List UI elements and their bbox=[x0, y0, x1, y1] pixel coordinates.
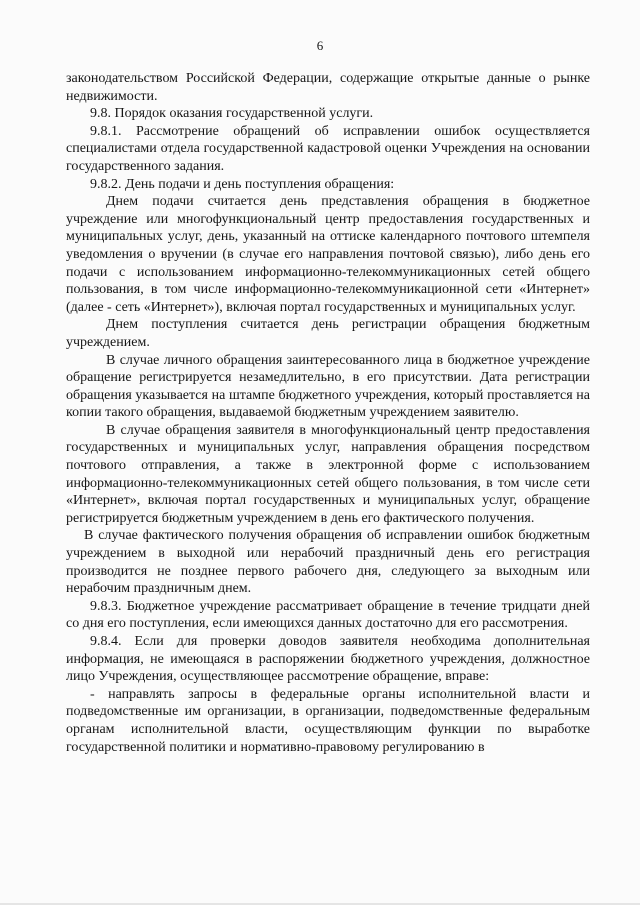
paragraph-receipt-day: Днем поступления считается день регистрации обращения бюджетным учреждением. bbox=[66, 317, 590, 350]
paragraph-holiday-receipt: В случае фактического получения обращения об исправлении ошибок бюджетным учреждением в выходной или нерабочий праздничный день его регистрация производится не позднее первого рабочего дня, следующего за выходным или нерабочим праздничным днем. bbox=[66, 528, 590, 597]
paragraph-requests-list-item: - направлять запросы в федеральные органы исполнительной власти и подведомственные им организации, в организации, подведомственные федеральным органам исполнительной власти, осуществляющим функции по выработке государственной политики и нормативно-правовому регулированию в bbox=[66, 686, 590, 755]
paragraph-personal-appeal: В случае личного обращения заинтересованного лица в бюджетное учреждение обращение регистрируется незамедлительно, в его присутствии. Дата регистрации обращения указывается на штампе бюджетного учреждения, который проставляется на копии такого обращения, выдаваемой бюджетным учреждением заявителю. bbox=[66, 352, 590, 421]
page-number: 6 bbox=[316, 38, 324, 53]
paragraph-9-8-1: 9.8.1. Рассмотрение обращений об исправлении ошибок осуществляется специалистами отдела государственной кадастровой оценки Учреждения на основании государственного задания. bbox=[66, 123, 590, 174]
paragraph-mfc-appeal: В случае обращения заявителя в многофункциональный центр предоставления государственных и муниципальных услуг, направления обращения посредством почтового отправления, а также в электронной форме с использованием информационно-телекоммуникационных сетей общего пользования, в том числе сети «Интернет», включая портал государственных и муниципальных услуг, обращение регистрируется бюджетным учреждением в день его фактического получения. bbox=[66, 422, 590, 526]
paragraph-submission-day: Днем подачи считается день представления обращения в бюджетное учреждение или многофункциональный центр предоставления государственных и муниципальных услуг, день, указанный на оттиске календарного почтового штемпеля уведомления о вручении (в случае его направления почтовой связью), либо день его подачи с использованием информационно-телекоммуникационных сетей общего пользования, в том числе информационно-телекоммуникационной сети «Интернет» (далее - сеть «Интернет»), включая портал государственных и муниципальных услуг. bbox=[66, 194, 590, 315]
paragraph-continuation: законодательством Российской Федерации, содержащие открытые данные о рынке недвижимости. bbox=[66, 71, 590, 104]
document-body bbox=[66, 70, 590, 756]
paragraph-9-8: 9.8. Порядок оказания государственной услуги. bbox=[90, 106, 374, 122]
paragraph-9-8-2: 9.8.2. День подачи и день поступления обращения: bbox=[90, 176, 395, 192]
paragraph-9-8-3: 9.8.3. Бюджетное учреждение рассматривает обращение в течение тридцати дней со дня его поступления, если имеющихся данных достаточно для его рассмотрения. bbox=[66, 598, 590, 632]
paragraph-9-8-4: 9.8.4. Если для проверки доводов заявителя необходима дополнительная информация, не имеющаяся в распоряжении бюджетного учреждения, должностное лицо Учреждения, осуществляющее рассмотрение обращение, вправе: bbox=[66, 634, 590, 685]
